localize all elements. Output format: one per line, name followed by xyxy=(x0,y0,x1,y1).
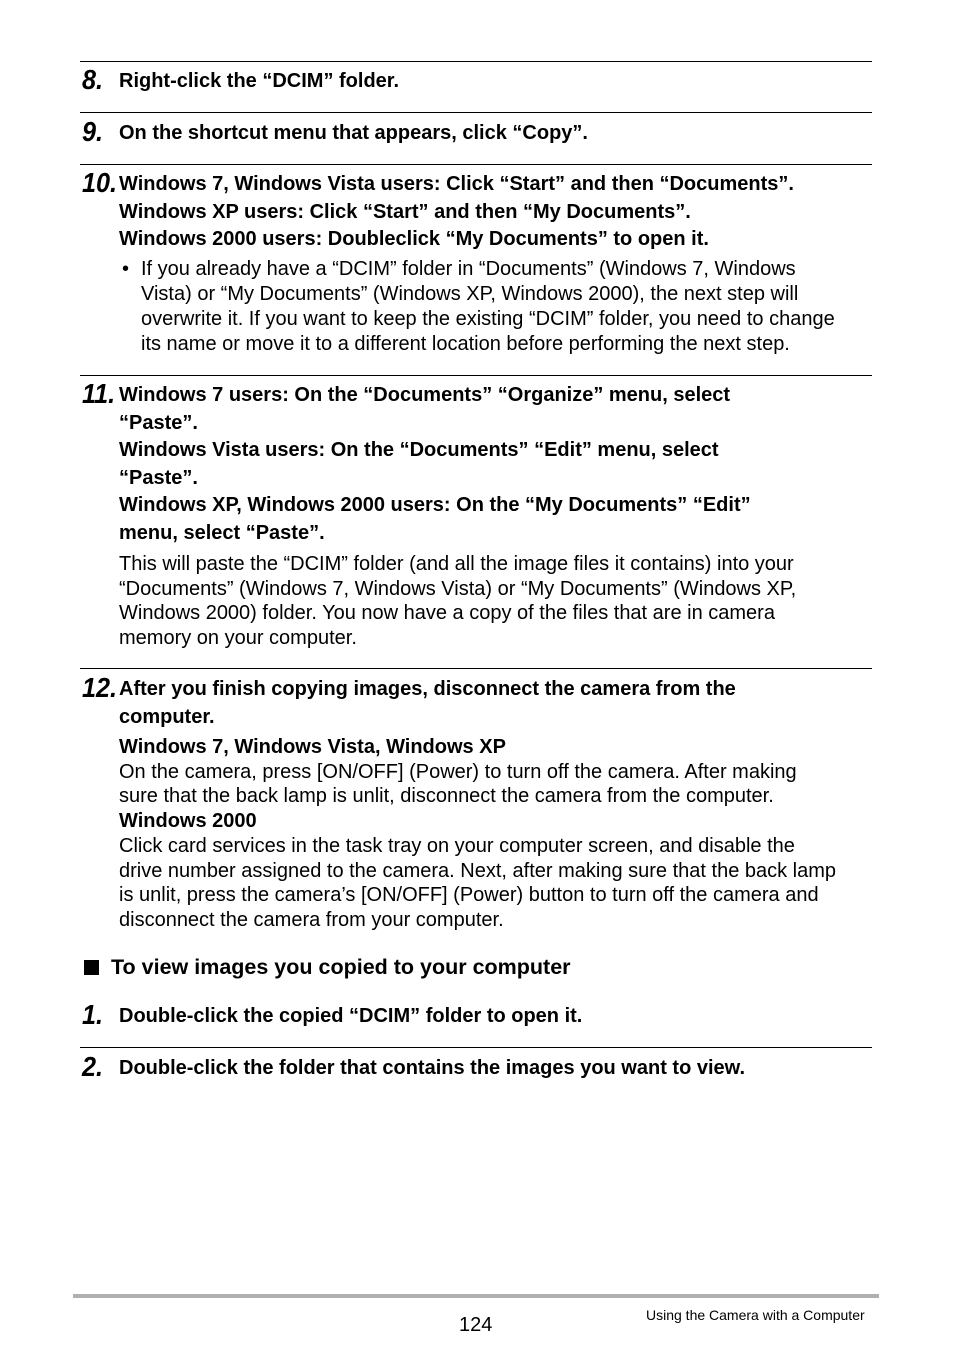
body-line: On the camera, press [ON/OFF] (Power) to turn off the camera. After making xyxy=(119,760,797,783)
step-12-text xyxy=(119,676,879,731)
subheading: Windows 2000 xyxy=(119,810,257,833)
step-11-text xyxy=(119,382,879,548)
footer-rule xyxy=(73,1294,879,1298)
chapter-title: Using the Camera with a Computer xyxy=(646,1307,865,1323)
section-heading-text: To view images you copied to your computer xyxy=(111,955,571,979)
subheading: Windows 7, Windows Vista, Windows XP xyxy=(119,736,506,758)
divider xyxy=(80,668,872,669)
step-11-description xyxy=(119,552,879,651)
step-10-note xyxy=(141,257,876,357)
note-line: If you already have a “DCIM” folder in “Documents” (Windows 7, Windows xyxy=(141,258,796,280)
step-number: 11. xyxy=(82,378,116,409)
step-line: Windows 7, Windows Vista users: Click “Start” and then “Documents”. xyxy=(119,173,794,195)
section-step-1-text: Double-click the copied “DCIM” folder to open it. xyxy=(119,1005,583,1027)
step-10-text xyxy=(119,171,879,254)
step-line: On the shortcut menu that appears, click “Copy”. xyxy=(119,122,588,144)
step-12-details xyxy=(119,735,879,933)
step-line: Windows Vista users: On the “Documents” “Edit” menu, select xyxy=(119,439,719,462)
square-bullet-icon xyxy=(84,960,99,975)
step-number: 8. xyxy=(82,64,104,95)
page-number: 124 xyxy=(459,1314,493,1336)
bullet-marker: • xyxy=(122,258,130,280)
step-line: “Paste”. xyxy=(119,466,198,489)
body-line: “Documents” (Windows 7, Windows Vista) or “My Documents” (Windows XP, xyxy=(119,577,797,600)
step-9-text xyxy=(119,120,879,148)
step-line: computer. xyxy=(119,705,215,728)
body-line: is unlit, press the camera’s [ON/OFF] (Power) button to turn off the camera and xyxy=(119,884,819,907)
step-number: 9. xyxy=(82,116,104,147)
step-line: Windows 7 users: On the “Documents” “Organize” menu, select xyxy=(119,384,731,406)
section-step-2-text: Double-click the folder that contains the images you want to view. xyxy=(119,1057,746,1079)
step-number: 10. xyxy=(82,167,118,198)
step-number: 2. xyxy=(82,1051,104,1082)
step-line: “Paste”. xyxy=(119,411,198,434)
divider xyxy=(80,61,872,62)
step-line: Windows XP, Windows 2000 users: On the “My Documents” “Edit” xyxy=(119,494,751,517)
divider xyxy=(80,112,872,113)
step-number: 1. xyxy=(82,999,104,1030)
step-8-text xyxy=(119,68,879,96)
body-line: disconnect the camera from your computer. xyxy=(119,908,504,931)
step-line: Windows XP users: Click “Start” and then “My Documents”. xyxy=(119,200,691,223)
step-number: 12. xyxy=(82,672,118,703)
note-line: Vista) or “My Documents” (Windows XP, Windows 2000), the next step will xyxy=(141,283,799,305)
body-line: This will paste the “DCIM” folder (and all the image files it contains) into your xyxy=(119,553,794,575)
body-line: drive number assigned to the camera. Next, after making sure that the back lamp xyxy=(119,859,837,882)
step-line: Windows 2000 users: Doubleclick “My Documents” to open it. xyxy=(119,228,709,251)
divider xyxy=(80,1047,872,1048)
body-line: sure that the back lamp is unlit, disconnect the camera from the computer. xyxy=(119,785,774,808)
note-line: its name or move it to a different location before performing the next step. xyxy=(141,333,790,355)
body-line: Click card services in the task tray on your computer screen, and disable the xyxy=(119,834,795,857)
step-line: Right-click the “DCIM” folder. xyxy=(119,70,400,92)
note-line: overwrite it. If you want to keep the existing “DCIM” folder, you need to change xyxy=(141,308,835,330)
divider xyxy=(80,164,872,165)
body-line: Windows 2000) folder. You now have a copy of the files that are in camera xyxy=(119,602,775,625)
step-line: After you finish copying images, disconnect the camera from the xyxy=(119,678,736,700)
step-line: menu, select “Paste”. xyxy=(119,521,325,544)
section-heading xyxy=(84,955,571,980)
body-line: memory on your computer. xyxy=(119,627,357,650)
divider xyxy=(80,375,872,376)
